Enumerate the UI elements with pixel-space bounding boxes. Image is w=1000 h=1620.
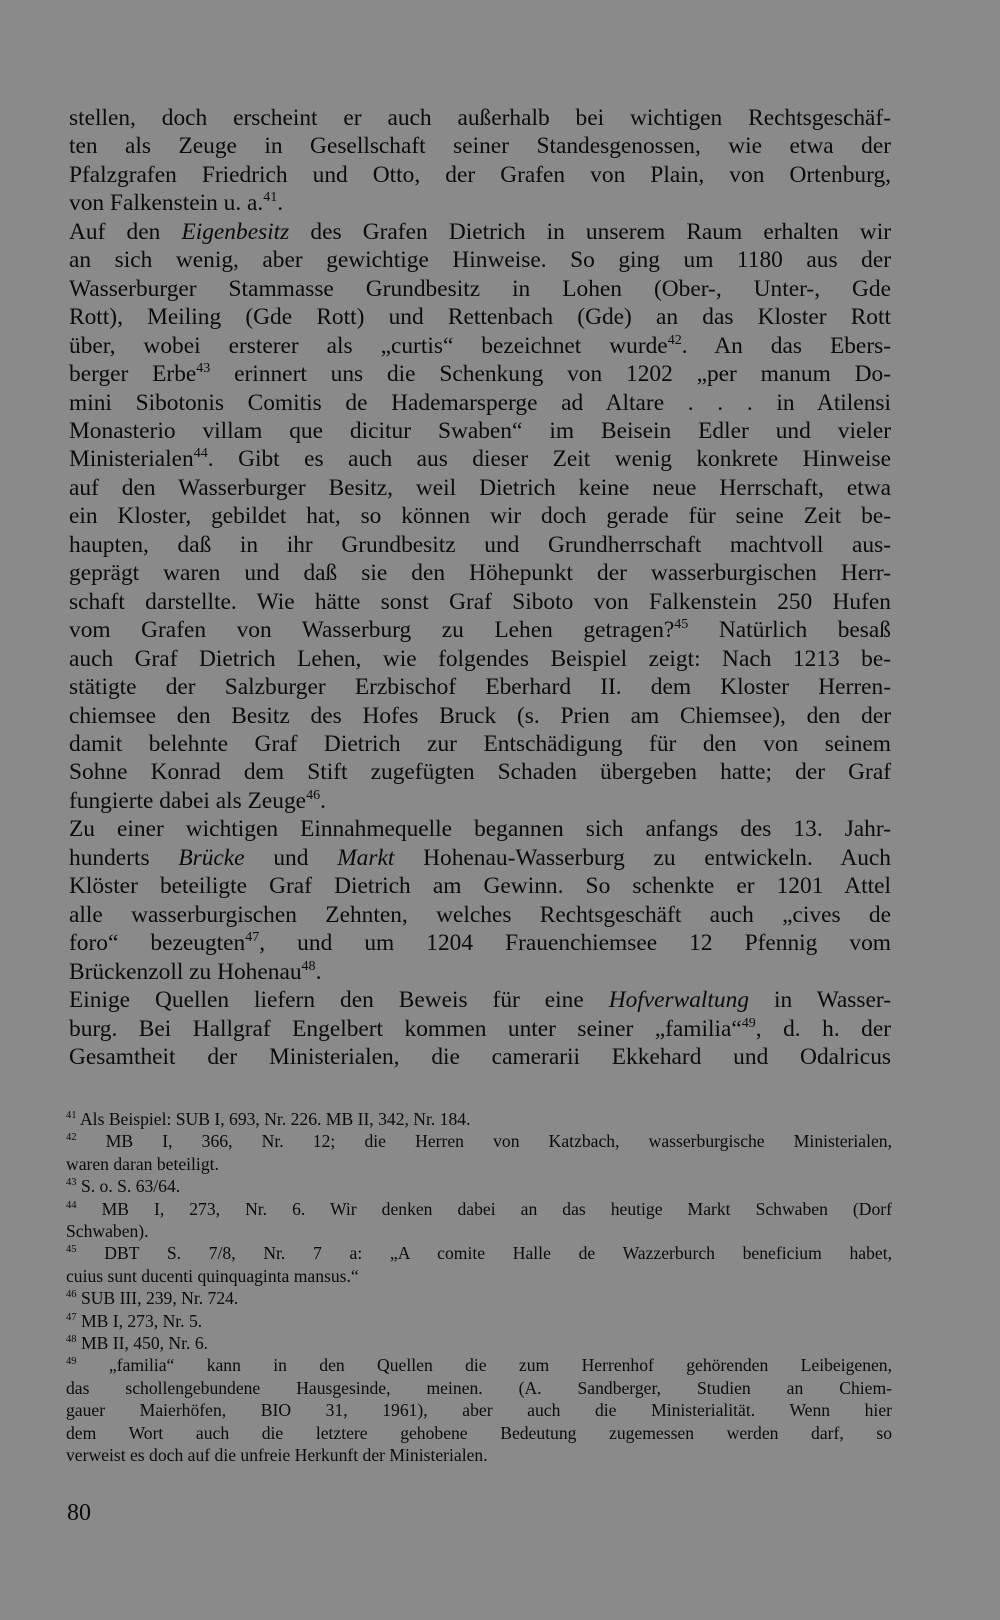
footnote-text: Schwaben). (66, 1221, 149, 1242)
body-line (69, 189, 891, 217)
body-text: Ministerialen (69, 446, 194, 473)
footnote-marker: 47 (245, 929, 260, 946)
footnote-marker: 41 (66, 1110, 77, 1122)
body-line (69, 1015, 891, 1043)
body-text: schaft darstellte. Wie hätte sonst Graf Siboto von Falkenstein 250 Hufen (69, 588, 891, 615)
footnote-text: das schollengebundene Hausgesinde, meinen. (A. Sandberger, Studien an Chiem- (66, 1377, 892, 1398)
emphasized-term: Markt (337, 844, 395, 871)
body-text: ein Kloster, gebildet hat, so können wir doch gerade für seine Zeit be- (69, 503, 891, 530)
body-line (69, 1043, 891, 1071)
body-text: von Falkenstein u. a. (69, 190, 264, 217)
body-line (69, 730, 891, 758)
body-line (69, 445, 891, 473)
body-text: Zu einer wichtigen Einnahmequelle begannen sich anfangs des 13. Jahr- (69, 816, 891, 843)
footnote-marker: 42 (667, 331, 682, 348)
body-text: . Gibt es auch aus dieser Zeit wenig konkrete Hinweise (207, 446, 891, 473)
emphasized-term: Hofverwaltung (608, 987, 750, 1014)
body-line (69, 815, 891, 843)
body-text: Natürlich besaß (688, 617, 891, 644)
body-text: Klöster beteiligte Graf Dietrich am Gewinn. So schenkte er 1201 Attel (69, 873, 891, 900)
body-line (69, 901, 891, 929)
footnote-marker: 44 (193, 445, 208, 462)
body-text: . An das Ebers- (681, 332, 891, 359)
body-text: und (244, 844, 338, 871)
body-text: , und um 1204 Frauenchiemsee 12 Pfennig vom (259, 930, 892, 957)
body-line (69, 332, 891, 360)
body-line (69, 872, 891, 900)
body-line (69, 616, 891, 644)
footnote-line (66, 1265, 892, 1287)
footnote-marker: 41 (263, 189, 278, 206)
footnote-text: „familia“ kann in den Quellen die zum Herrenhof gehörenden Leibeigenen, (76, 1355, 892, 1376)
body-text: . (277, 190, 284, 217)
page-number: 80 (67, 1500, 91, 1526)
body-line (69, 246, 891, 274)
footnote-line (66, 1422, 892, 1444)
footnote-line (66, 1198, 892, 1220)
body-line (69, 588, 891, 616)
footnote-line (66, 1175, 892, 1197)
footnote-text: dem Wort auch die letztere gehobene Bedeutung zugemessen werden darf, so (66, 1422, 892, 1443)
footnote-marker: 43 (66, 1177, 77, 1189)
body-text: geprägt waren und daß sie den Höhepunkt der wasserburgischen Herr- (69, 560, 891, 587)
body-text: Pfalzgrafen Friedrich und Otto, der Grafen von Plain, von Ortenburg, (69, 161, 891, 188)
footnote-text: SUB III, 239, Nr. 724. (76, 1288, 239, 1309)
footnote-line (66, 1332, 892, 1354)
body-line (69, 474, 891, 502)
footnote-line (66, 1153, 892, 1175)
footnote-text: gauer Maierhöfen, BIO 31, 1961), aber auch die Ministerialität. Wenn hier (66, 1400, 892, 1421)
body-text: stätigte der Salzburger Erzbischof Eberhard II. dem Kloster Herren- (69, 674, 891, 701)
body-text: fungierte dabei als Zeuge (69, 787, 307, 814)
body-text: stellen, doch erscheint er auch außerhalb bei wichtigen Rechtsgeschäf- (69, 105, 891, 131)
body-line (69, 161, 891, 189)
body-text: haupten, daß in ihr Grundbesitz und Grundherrschaft machtvoll aus- (69, 531, 891, 558)
body-line (69, 758, 891, 786)
body-text: . (315, 958, 322, 985)
body-text: berger Erbe (69, 361, 197, 388)
footnote-text: DBT S. 7/8, Nr. 7 a: „A comite Halle de Wazzerburch beneficium habet, (76, 1243, 892, 1264)
footnote-marker: 46 (306, 787, 321, 804)
body-line (69, 787, 891, 815)
footnote-marker: 45 (674, 616, 689, 633)
footnote-text: MB II, 450, Nr. 6. (76, 1333, 209, 1354)
footnote-line (66, 1377, 892, 1399)
footnote-marker: 44 (66, 1199, 77, 1211)
body-line (69, 218, 891, 246)
body-text: des Grafen Dietrich in unserem Raum erhalten wir (289, 218, 891, 245)
footnote-marker: 49 (741, 1014, 756, 1031)
footnote-marker: 46 (66, 1289, 77, 1301)
body-text: , d. h. der (755, 1015, 892, 1042)
footnote-line (66, 1242, 892, 1264)
body-line (69, 844, 891, 872)
body-line (69, 958, 891, 986)
body-line (69, 417, 891, 445)
footnote-line (66, 1399, 892, 1421)
footnote-marker: 48 (301, 957, 316, 974)
body-text: . (320, 787, 326, 814)
body-text: an sich wenig, aber gewichtige Hinweise. So ging um 1180 aus der (69, 247, 891, 274)
body-text: burg. Bei Hallgraf Engelbert kommen unter seiner „familia“ (69, 1015, 742, 1042)
footnote-text: Als Beispiel: SUB I, 693, Nr. 226. MB II, 342, Nr. 184. (76, 1109, 471, 1129)
main-text-block (69, 104, 891, 1071)
footnote-text: cuius sunt ducenti quinquaginta mansus.“ (66, 1265, 359, 1286)
body-text: Hohenau-Wasserburg zu entwickeln. Auch (394, 844, 891, 871)
footnote-line (66, 1108, 892, 1130)
body-text: chiemsee den Besitz des Hofes Bruck (s. Prien am Chiemsee), den der (69, 702, 891, 729)
footnote-marker: 47 (66, 1311, 77, 1323)
footnote-line (66, 1354, 892, 1376)
body-text: Einige Quellen liefern den Beweis für eine (69, 987, 609, 1014)
body-text: damit belehnte Graf Dietrich zur Entschädigung für den von seinem (69, 730, 891, 757)
footnote-line (66, 1220, 892, 1242)
footnote-marker: 42 (66, 1132, 77, 1144)
body-line (69, 502, 891, 530)
footnote-text: MB I, 273, Nr. 5. (76, 1310, 203, 1331)
body-line (69, 929, 891, 957)
footnote-text: MB I, 366, Nr. 12; die Herren von Katzbach, wasserburgische Ministerialen, (76, 1131, 892, 1152)
footnote-text: S. o. S. 63/64. (76, 1176, 181, 1197)
body-text: auch Graf Dietrich Lehen, wie folgendes Beispiel zeigt: Nach 1213 be- (69, 645, 891, 672)
body-text: Sohne Konrad dem Stift zugefügten Schaden übergeben hatte; der Graf (69, 759, 891, 786)
body-text: Monasterio villam que dicitur Swaben“ im Beisein Edler und vieler (69, 417, 891, 444)
body-line (69, 389, 891, 417)
body-line (69, 645, 891, 673)
emphasized-term: Eigenbesitz (181, 218, 290, 245)
body-text: Wasserburger Stammasse Grundbesitz in Lohen (Ober-, Unter-, Gde (69, 275, 891, 302)
footnote-text: MB I, 273, Nr. 6. Wir denken dabei an das heutige Markt Schwaben (Dorf (76, 1198, 892, 1219)
footnote-line (66, 1444, 892, 1466)
footnote-line (66, 1130, 892, 1152)
emphasized-term: Brücke (178, 844, 245, 871)
body-text: alle wasserburgischen Zehnten, welches Rechtsgeschäft auch „cives de (69, 901, 891, 928)
body-text: ten als Zeuge in Gesellschaft seiner Standesgenossen, wie etwa der (69, 133, 891, 160)
body-text: erinnert uns die Schenkung von 1202 „per manum Do- (210, 361, 892, 388)
body-line (69, 986, 891, 1014)
footnotes-block (66, 1108, 892, 1467)
footnote-line (66, 1287, 892, 1309)
body-text: vom Grafen von Wasserburg zu Lehen getragen? (69, 617, 675, 644)
body-text: Rott), Meiling (Gde Rott) und Rettenbach (Gde) an das Kloster Rott (69, 304, 891, 331)
body-text: auf den Wasserburger Besitz, weil Dietrich keine neue Herrschaft, etwa (69, 474, 891, 501)
body-line (69, 275, 891, 303)
body-text: mini Sibotonis Comitis de Hademarsperge ad Altare . . . in Atilensi (69, 389, 891, 416)
footnote-marker: 45 (66, 1244, 77, 1256)
body-line (69, 104, 891, 132)
body-line (69, 531, 891, 559)
footnote-text: waren daran beteiligt. (66, 1153, 219, 1174)
body-text: über, wobei ersterer als „curtis“ bezeichnet wurde (69, 332, 668, 359)
body-line (69, 303, 891, 331)
body-text: Auf den (69, 218, 182, 245)
body-line (69, 360, 891, 388)
body-text: in Wasser- (749, 987, 891, 1014)
footnote-marker: 49 (66, 1356, 77, 1368)
body-line (69, 673, 891, 701)
body-line (69, 702, 891, 730)
body-text: foro“ bezeugten (69, 930, 246, 957)
body-text: Gesamtheit der Ministerialen, die camerarii Ekkehard und Odalricus (69, 1043, 891, 1070)
footnote-marker: 43 (196, 360, 211, 377)
footnote-marker: 48 (66, 1334, 77, 1346)
body-line (69, 559, 891, 587)
footnote-line (66, 1310, 892, 1332)
body-line (69, 132, 891, 160)
body-text: Brückenzoll zu Hohenau (69, 958, 302, 985)
body-text: hunderts (69, 844, 179, 871)
footnote-text: verweist es doch auf die unfreie Herkunft der Ministerialen. (66, 1445, 488, 1466)
